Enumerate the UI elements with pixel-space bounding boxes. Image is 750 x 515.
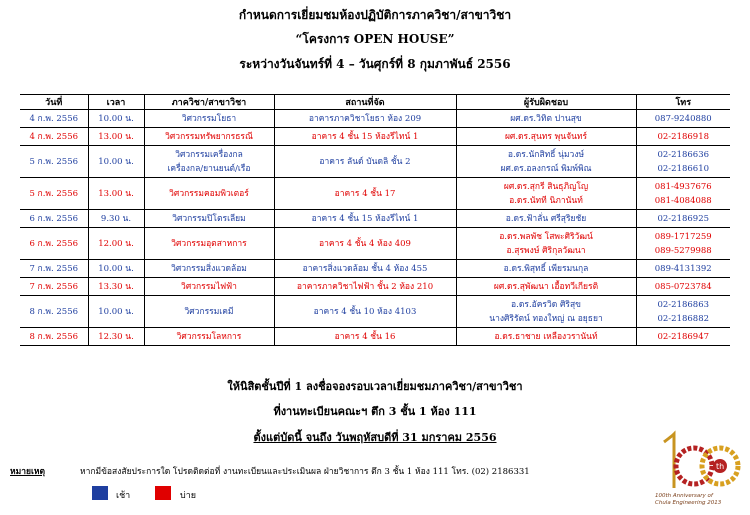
table-header-row [20, 95, 730, 110]
cell-contact-line: อ.ดร.อัครวิด ศิริสุข [511, 299, 581, 310]
cell-contact [456, 128, 636, 146]
cell-dept [144, 110, 274, 128]
cell-date: 5 ก.พ. 2556 [20, 178, 88, 210]
table-row [20, 146, 730, 178]
cell-contact-line: ผศ.ดร.อลงกรณ์ พิมพ์พิณ [500, 163, 592, 174]
cell-phone [636, 128, 730, 146]
cell-phone-line: 087-9240880 [654, 113, 712, 124]
cell-dept [144, 328, 274, 346]
cell-dept-line: วิศวกรรมปิโตรเลียม [172, 213, 246, 224]
cell-phone-line: 02-2186610 [657, 163, 710, 174]
remark-label: หมายเหตุ [10, 467, 45, 477]
cell-phone [636, 110, 730, 128]
cell-dept-line: วิศวกรรมโยธา [181, 113, 237, 124]
cell-place-line: อาคาร 4 ชั้น 15 ห้องรีไทน์ 1 [311, 131, 419, 142]
cell-time: 12.00 น. [88, 228, 144, 260]
cell-phone-line: 02-2186882 [657, 313, 710, 324]
event-period: ระหว่างวันจันทร์ที่ 4 – วันศุกร์ที่ 8 กุมภาพันธ์ 2556 [239, 57, 511, 71]
cell-dept-line: วิศวกรรมเคมี [184, 306, 234, 317]
cell-contact-line: อ.ดร.ธาชาย เหลืองวรานันท์ [494, 331, 598, 342]
cell-dept [144, 128, 274, 146]
cell-place [274, 178, 456, 210]
legend-morning-swatch [92, 486, 108, 500]
cell-dept-line: วิศวกรรมอุตสาหการ [171, 238, 247, 249]
cell-place-line: อาคาร 4 ชั้น 16 [334, 331, 396, 342]
cell-date: 6 ก.พ. 2556 [20, 228, 88, 260]
cell-contact-line: อ.ดร.นัทที นิภานันท์ [509, 195, 583, 206]
column-header: โทร [636, 95, 730, 110]
cell-dept [144, 296, 274, 328]
cell-place [274, 110, 456, 128]
cell-dept-line: วิศวกรรมไฟฟ้า [181, 281, 237, 292]
cell-contact [456, 210, 636, 228]
cell-contact [456, 328, 636, 346]
cell-phone [636, 328, 730, 346]
cell-dept-line: วิศวกรรมโลหการ [176, 331, 242, 342]
logo-caption-line-1: 100th Anniversary of [655, 493, 713, 499]
table-row [20, 128, 730, 146]
legend-morning-label: เช้า [116, 491, 131, 501]
logo-digit-one [664, 434, 674, 488]
legend-afternoon-label: บ่าย [180, 491, 197, 501]
column-header: วันที่ [20, 95, 88, 110]
cell-contact [456, 228, 636, 260]
cell-place-line: อาคาร ลันด์ บันดลิ ชั้น 2 [319, 156, 411, 167]
cell-place-line: อาคารสิ่งแวดล้อม ชั้น 4 ห้อง 455 [302, 263, 428, 274]
cell-time: 10.00 น. [88, 296, 144, 328]
cell-place-line: อาคารภาควิชาโยธา ห้อง 209 [308, 113, 422, 124]
cell-contact [456, 178, 636, 210]
cell-contact-line: ผศ.ดร.สุพัฒนา เอื้อทวีเกียรติ [493, 281, 599, 292]
project-name: “โครงการ OPEN HOUSE” [295, 32, 455, 46]
table-row [20, 228, 730, 260]
cell-contact-line: ผศ.ดร.สุกรี สินธุภิญโญ [503, 181, 589, 192]
schedule-table [20, 94, 730, 346]
cell-contact-line: นางศิริรัตน์ ทองใหญ่ ณ อยุธยา [489, 313, 603, 324]
cell-time: 12.30 น. [88, 328, 144, 346]
cell-contact-line: อ.ดร.พิสุทธิ์ เพียรมนกุล [503, 263, 589, 274]
cell-place-line: อาคารภาควิชาไฟฟ้า ชั้น 2 ห้อง 210 [296, 281, 434, 292]
table-body [20, 110, 730, 346]
cell-place-line: อาคาร 4 ชั้น 4 ห้อง 409 [319, 238, 411, 249]
cell-phone [636, 228, 730, 260]
cell-date: 6 ก.พ. 2556 [20, 210, 88, 228]
cell-phone-line: 02-2186918 [657, 131, 710, 142]
cell-contact [456, 110, 636, 128]
cell-phone-line: 02-2186636 [657, 149, 710, 160]
cell-phone-line: 085-0723784 [654, 281, 712, 292]
cell-phone [636, 146, 730, 178]
instruction-line-2: ที่งานทะเบียนคณะฯ ตึก 3 ชั้น 1 ห้อง 111 [273, 405, 477, 418]
cell-date: 8 ก.พ. 2556 [20, 328, 88, 346]
cell-contact-line: อ.ดร.พลพัช โสพะศิริวัฒน์ [499, 231, 593, 242]
cell-contact-line: ผศ.ดร.วิทิต ปานสุข [510, 113, 582, 124]
cell-phone [636, 210, 730, 228]
logo-caption [655, 493, 750, 507]
cell-contact-line: อ.สุรพงษ์ ศิริกุลวัฒนา [506, 245, 586, 256]
cell-contact [456, 278, 636, 296]
cell-time: 13.00 น. [88, 128, 144, 146]
cell-phone-line: 089-4131392 [654, 263, 712, 274]
cell-place [274, 146, 456, 178]
cell-date: 5 ก.พ. 2556 [20, 146, 88, 178]
table-row [20, 328, 730, 346]
cell-contact-line: ผศ.ดร.สุนทร พุนจันทร์ [504, 131, 588, 142]
table-row [20, 110, 730, 128]
cell-place-line: อาคาร 4 ชั้น 10 ห้อง 4103 [313, 306, 417, 317]
cell-dept-line: วิศวกรรมเครื่องกล [175, 149, 243, 160]
column-header: เวลา [88, 95, 144, 110]
cell-place [274, 278, 456, 296]
cell-dept-line: วิศวกรรมสิ่งแวดล้อม [171, 263, 247, 274]
cell-date: 8 ก.พ. 2556 [20, 296, 88, 328]
deadline-line: ตั้งแต่บัดนี้ จนถึง วันพฤหัสบดีที่ 31 มกราคม 2556 [253, 431, 497, 444]
cell-place [274, 260, 456, 278]
cell-time: 10.00 น. [88, 260, 144, 278]
cell-phone-line: 02-2186863 [657, 299, 710, 310]
table-row [20, 296, 730, 328]
cell-contact [456, 296, 636, 328]
cell-dept [144, 178, 274, 210]
table-row [20, 210, 730, 228]
cell-phone [636, 178, 730, 210]
instruction-line-1: ให้นิสิตชั้นปีที่ 1 ลงชื่อจองรอบเวลาเยี่ยมชมภาควิชา/สาขาวิชา [227, 380, 523, 393]
cell-place-line: อาคาร 4 ชั้น 17 [334, 188, 396, 199]
cell-place [274, 210, 456, 228]
legend-afternoon-swatch [155, 486, 171, 500]
table-row [20, 260, 730, 278]
cell-place [274, 228, 456, 260]
cell-contact-line: อ.ดร.ฟ้าลั่น ศรีสุริยชัย [505, 213, 587, 224]
cell-phone [636, 260, 730, 278]
cell-contact-line: อ.ดร.นักสิทธิ์ นุ่มวงษ์ [507, 149, 585, 160]
cell-contact [456, 260, 636, 278]
table-row [20, 178, 730, 210]
cell-place [274, 328, 456, 346]
logo-caption-line-2: Chula Engineering 2013 [655, 500, 722, 506]
cell-dept-line: เครื่องกล/ยานยนต์/เรือ [167, 163, 251, 174]
logo-suffix: th [716, 462, 725, 471]
cell-time: 10.00 น. [88, 110, 144, 128]
cell-dept [144, 260, 274, 278]
cell-time: 13.30 น. [88, 278, 144, 296]
cell-dept-line: วิศวกรรมคอมพิวเตอร์ [169, 188, 249, 199]
column-header: ภาควิชา/สาขาวิชา [144, 95, 274, 110]
cell-date: 7 ก.พ. 2556 [20, 278, 88, 296]
cell-date: 4 ก.พ. 2556 [20, 128, 88, 146]
cell-dept [144, 210, 274, 228]
cell-date: 7 ก.พ. 2556 [20, 260, 88, 278]
cell-time: 13.00 น. [88, 178, 144, 210]
cell-time: 9.30 น. [88, 210, 144, 228]
cell-phone-line: 089-1717259 [654, 231, 712, 242]
cell-phone-line: 02-2186947 [657, 331, 710, 342]
cell-phone-line: 089-5279988 [654, 245, 712, 256]
cell-phone [636, 278, 730, 296]
cell-place-line: อาคาร 4 ชั้น 15 ห้องรีไทน์ 1 [311, 213, 419, 224]
remark-text: หากมีข้อสงสัยประการใด โปรดติดต่อที่ งานทะเบียนและประเมินผล ฝ่ายวิชาการ ตึก 3 ชั้น 1 ห้อง 111 โทร. (02) 2186331 [80, 467, 530, 477]
column-header: ผู้รับผิดชอบ [456, 95, 636, 110]
cell-contact [456, 146, 636, 178]
cell-dept [144, 278, 274, 296]
cell-phone-line: 081-4937676 [654, 181, 712, 192]
table-row [20, 278, 730, 296]
cell-place [274, 296, 456, 328]
cell-date: 4 ก.พ. 2556 [20, 110, 88, 128]
column-header: สถานที่จัด [274, 95, 456, 110]
cell-phone [636, 296, 730, 328]
cell-dept-line: วิศวกรรมทรัพยากรธรณี [165, 131, 253, 142]
page-title: กำหนดการเยี่ยมชมห้องปฏิบัติการภาควิชา/สาขาวิชา [238, 8, 512, 22]
cell-time: 10.00 น. [88, 146, 144, 178]
cell-dept [144, 228, 274, 260]
cell-phone-line: 02-2186925 [657, 213, 710, 224]
cell-phone-line: 081-4084088 [654, 195, 712, 206]
cell-place [274, 128, 456, 146]
cell-dept [144, 146, 274, 178]
